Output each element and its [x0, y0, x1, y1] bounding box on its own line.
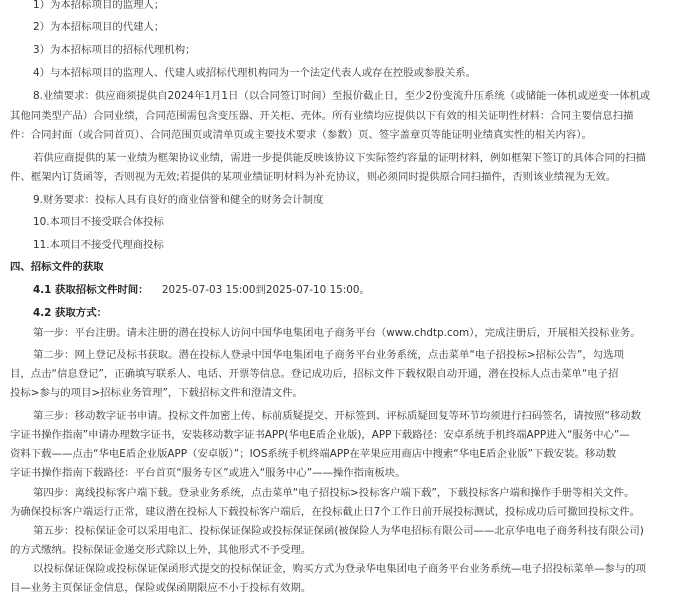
- paragraph-line: 目，点击“信息登记”，正确填写联系人、电话、开票等信息。登记成功后，招标文件下载权限自动开通，潜在投标人点击菜单“电子招: [10, 368, 619, 380]
- paragraph-line: 第三步：移动数字证书申请。投标文件加密上传、标前质疑提交、开标签到、评标质疑回复等环节均须进行扫码签名，请按照“移动数: [33, 410, 642, 422]
- paragraph-line: 第一步：平台注册。请未注册的潜在投标人访问中国华电集团电子商务平台（www.chdtp.com），完成注册后，开展相关投标业务。: [33, 327, 641, 339]
- list-item: 4）与本招标项目的监理人、代建人或招标代理机构同为一个法定代表人或存在控股或参股关系。: [33, 67, 477, 79]
- paragraph-line: 若供应商提供的某一业绩为框架协议业绩，需进一步提供能反映该协议下实际签约容量的证明材料，例如框架下签订的具体合同的扫描: [33, 152, 647, 164]
- list-item: 2）为本招标项目的代建人；: [33, 21, 165, 33]
- paragraph-line: 件：合同封面（或合同首页）、合同范围页或清单页或主要技术要求（参数）页、签字盖章页等能证明业绩真实性的相关内容）。: [10, 129, 592, 141]
- field-label: 4.1 获取招标文件时间：: [33, 284, 149, 296]
- paragraph-line: 字证书操作指南下载路径：平台首页“服务专区”或进入“服务中心”——操作指南板块。: [10, 467, 406, 479]
- paragraph-line: 10.本项目不接受联合体投标: [33, 216, 164, 228]
- subsection-heading: 4.2 获取方式：: [33, 307, 107, 319]
- paragraph-line: 11.本项目不接受代理商投标: [33, 239, 164, 251]
- paragraph-line: 投标>参与的项目>招标业务管理”，下载招标文件和澄清文件。: [10, 387, 303, 399]
- paragraph-line: 第二步：网上登记及标书获取。潜在投标人登录中国华电集团电子商务平台业务系统，点击菜单“电子招投标>招标公告”，勾选项: [33, 349, 624, 361]
- list-item: 3）为本招标项目的招标代理机构；: [33, 44, 196, 56]
- paragraph-line: 9.财务要求：投标人具有良好的商业信誉和健全的财务会计制度: [33, 194, 324, 206]
- paragraph-line: 目—业务主页保证金信息，保险或保函期限应不小于投标有效期。: [10, 582, 312, 594]
- list-item: 1）为本招标项目的监理人；: [33, 0, 165, 11]
- acquisition-time-row: [33, 281, 370, 300]
- paragraph-line: 以投标保证保险或投标保证保函形式提交的投标保证金，购买方式为登录华电集团电子商务平台业务系统—电子招投标菜单—参与的项: [33, 563, 647, 575]
- paragraph-line: 8.业绩要求：供应商须提供自2024年1月1日（以合同签订时间）至报价截止日，至少2份变流升压系统（或储能一体机或逆变一体机或: [33, 90, 651, 102]
- paragraph-line: 字证书操作指南”申请办理数字证书，安装移动数字证书APP(华电E盾企业版)，APP下载路径：安卓系统手机终端APP进入“服务中心”—: [10, 429, 630, 441]
- paragraph-line: 的方式缴纳。投标保证金递交形式除以上外，其他形式不予受理。: [10, 544, 312, 556]
- section-heading: 四、招标文件的获取: [10, 261, 104, 273]
- paragraph-line: 第四步：离线投标客户端下载。登录业务系统，点击菜单“电子招投标>投标客户端下载”，下载投标客户端和操作手册等相关文件。: [33, 487, 635, 499]
- paragraph-line: 其他同类型产品）合同业绩，合同范围需包含变压器、开关柜、壳体。所有业绩均应提供以下有效的相关证明性材料：合同主要信息扫描: [10, 110, 634, 122]
- paragraph-line: 第五步：投标保证金可以采用电汇、投标保证保险或投标保证保函(被保险人为华电招标有限公司——北京华电电子商务科技有限公司): [33, 525, 644, 537]
- paragraph-line: 件、框架内订货函等，否则视为无效;若提供的某项业绩证明材料为补充协议，则必须同时提供原合同扫描件，否则该业绩视为无效。: [10, 171, 617, 183]
- field-value: 2025-07-03 15:00到2025-07-10 15:00。: [161, 284, 370, 296]
- paragraph-line: 为确保投标客户端运行正常，建议潜在投标人下载投标客户端后，在投标截止日7个工作日前开展投标测试，投标成功后可撤回投标文件。: [10, 506, 641, 518]
- paragraph-line: 资料下载——点击“华电E盾企业版APP（安卓版）”；IOS系统手机终端APP在苹果应用商店中搜索“华电E盾企业版”下载安装。移动数: [10, 448, 617, 460]
